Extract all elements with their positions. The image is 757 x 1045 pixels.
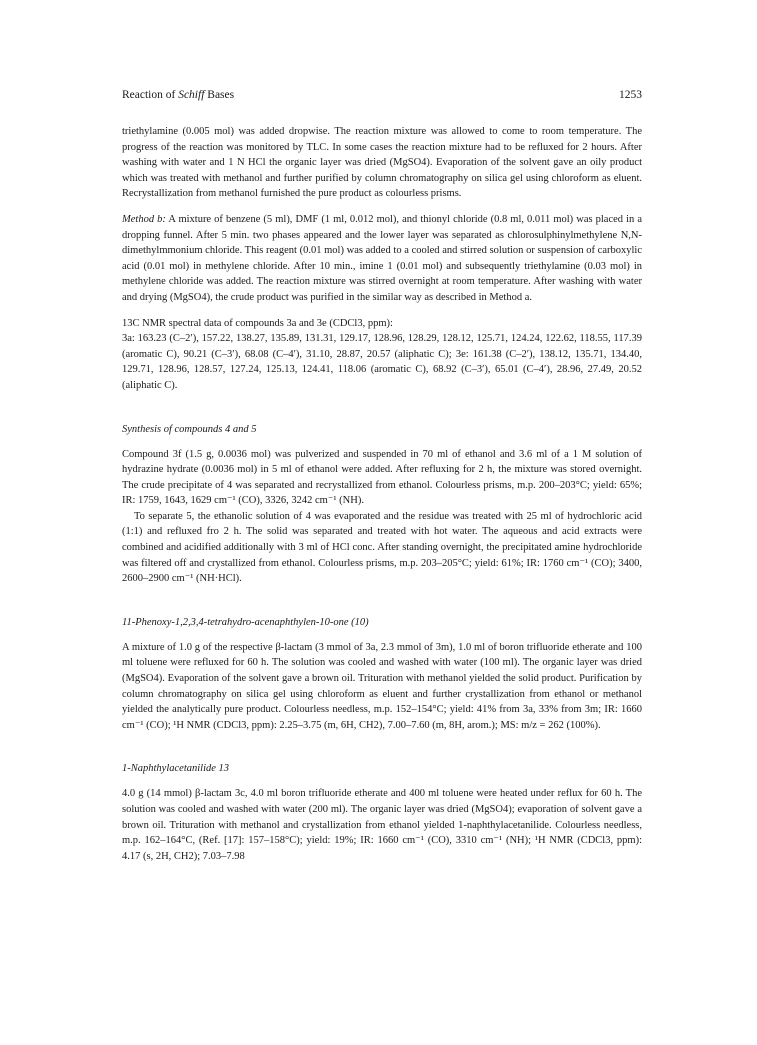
nmr-intro: 13C NMR spectral data of compounds 3a and 3e (CDCl3, ppm): (122, 317, 393, 329)
paragraph-compound-5: To separate 5, the ethanolic solution of 4 was evaporated and the residue was treated with 25 ml of hydrochloric acid (1:1) and refluxed fro 2 h. The solid was separated and treated with hot water. The aqueous and acid extracts were combined and acidified additionally with 3 ml of HCl conc. After standing overnight, the precipitated amine hydrochloride was filtered off and crystallized from ethanol. Colourless prisms, m.p. 203–205°C; yield: 61%; IR: 1760 cm⁻¹ (CO); 3400, 2600–2900 cm⁻¹ (NH·HCl). (122, 510, 642, 585)
section-heading-compound-10: 11-Phenoxy-1,2,3,4-tetrahydro-acenaphthylen-10-one (10) (122, 616, 369, 628)
nmr-data-block (122, 316, 642, 394)
paragraph-method-b (122, 212, 642, 306)
method-b-label: Method b: (122, 213, 166, 225)
paragraph-compound-10: A mixture of 1.0 g of the respective β-lactam (3 mmol of 3a, 2.3 mmol of 3m), 1.0 ml of boron trifluoride etherate and 100 ml toluene were refluxed for 60 h. The solution was cooled and washed with water (100 ml). The organic layer was dried (MgSO4). Evaporation of the solvent gave a brown oil. Trituration with methanol yielded the solid product. Purification by column chromatography on silica gel using chloroform as eluent and further crystallization from ethanol or methanol yielded the analytically pure product. Colourless needless, m.p. 152–154°C; yield: 41% from 3a, 33% from 3m; IR: 1660 cm⁻¹ (CO); ¹H NMR (CDCl3, ppm): 2.25–3.75 (m, 6H, CH2), 7.00–7.60 (m, 8H, arom.); MS: m/z = 262 (100%). (122, 641, 642, 731)
running-head (122, 88, 642, 102)
running-title (122, 88, 234, 102)
nmr-data: 3a: 163.23 (C–2′), 157.22, 138.27, 135.89, 131.31, 129.17, 128.96, 128.29, 128.12, 125.71, 124.24, 122.62, 118.55, 117.39 (aromatic C), 90.21 (C–3′), 68.08 (C–4′), 31.10, 28.87, 20.57 (aliphatic C); 3e: 161.38 (C–2′), 138.12, 135.71, 134.40, 129.71, 128.96, 128.57, 127.24, 125.13, 124.41, 118.06 (aromatic C), 68.92 (C–3′), 65.01 (C–4′), 28.96, 27.49, 20.52 (aliphatic C). (122, 333, 642, 391)
document-page (122, 88, 642, 864)
section-heading-synthesis-4-5: Synthesis of compounds 4 and 5 (122, 423, 257, 435)
paragraph-text: triethylamine (0.005 mol) was added dropwise. The reaction mixture was allowed to come to room temperature. The progress of the reaction was monitored by TLC. In some cases the reaction mixture had to be refluxed for 2 hours. After washing with water and 1 N HCl the organic layer was dried (MgSO4). Evaporation of the solvent gave an oily product which was treated with methanol and further purified by column chromatography on silica gel using chloroform as eluent. Recrystallization from methanol furnished the pure product as colourless prisms. (122, 126, 642, 200)
running-title-italic: Schiff (178, 89, 205, 101)
method-b-text: A mixture of benzene (5 ml), DMF (1 ml, 0.012 mol), and thionyl chloride (0.8 ml, 0.011 mol) was placed in a dropping funnel. After 5 min. two phases appeared and the lower layer was separated as chlorosulphinylmethylene N,N-dimethylmmonium chloride. This reagent (0.01 mol) was added to a cooled and stirred solution or suspension of carboxylic acid (0.01 mol) in methylene chloride. After 10 min., imine 1 (0.01 mol) and subsequently triethylamine (0.03 mol) in methylene chloride was added. The reaction mixture was stirred overnight at room temperature. After washing with water and drying (MgSO4), the crude product was purified in the similar way as described in Method a. (122, 213, 642, 303)
page-number: 1253 (619, 89, 642, 101)
paragraph-compound-13: 4.0 g (14 mmol) β-lactam 3c, 4.0 ml boron trifluoride etherate and 400 ml toluene were heated under reflux for 60 h. The solution was cooled and washed with water (200 ml). The organic layer was dried (MgSO4); evaporation of solvent gave a brown oil. Trituration with methanol and crystallization from ethanol yielded 1-naphthylacetanilide. Colourless needless, m.p. 162–164°C, (Ref. [17]: 157–158°C); yield: 19%; IR: 1660 cm⁻¹ (CO), 3310 cm⁻¹ (NH); ¹H NMR (CDCl3, ppm): 4.17 (s, 2H, CH2); 7.03–7.98 (122, 788, 642, 862)
running-title-suffix: Bases (204, 89, 235, 101)
paragraph-method-a-end (122, 124, 642, 202)
paragraph-text (122, 212, 642, 306)
paragraph-compound-4: Compound 3f (1.5 g, 0.0036 mol) was pulverized and suspended in 70 ml of ethanol and 3.6 ml of a 1 M solution of hydrazine hydrate (0.0036 mol) in 5 ml of ethanol were added. After refluxing for 2 h, the mixture was stored overnight. The crude precipitate of 4 was separated and recrystallized from ethanol. Colourless prisms, m.p. 200–203°C; yield: 65%; IR: 1759, 1643, 1629 cm⁻¹ (CO), 3326, 3242 cm⁻¹ (NH). (122, 448, 642, 507)
section-heading-compound-13: 1-Naphthylacetanilide 13 (122, 763, 230, 775)
running-title-prefix: Reaction of (122, 89, 179, 101)
